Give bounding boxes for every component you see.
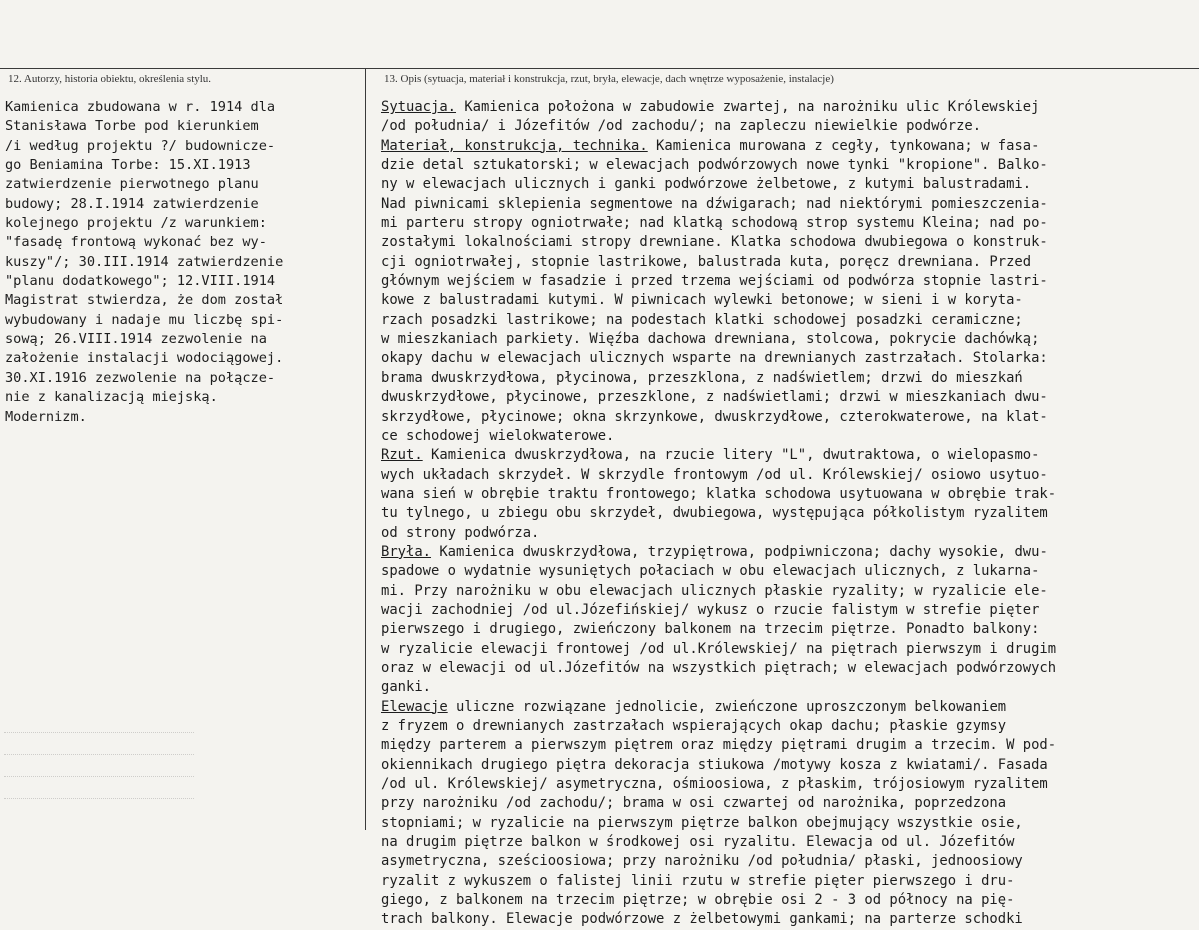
line-text: ryzalit z wykuszem o falistej linii rzutu w strefie pięter pierwszego i dru-: [381, 872, 1015, 889]
text-line: [381, 408, 1199, 427]
text-line: Modernizm.: [5, 408, 87, 425]
text-line: [381, 214, 1199, 233]
text-line: [381, 640, 1199, 659]
section-label: Rzut.: [381, 447, 423, 464]
line-text: pierwszego i drugiego, zwieńczony balkonem na trzecim piętrze. Ponadto balkony:: [381, 621, 1040, 638]
column-divider: [365, 68, 366, 830]
text-line: [381, 504, 1199, 523]
line-text: od strony podwórza.: [381, 524, 540, 541]
line-text: kowe z balustradami kutymi. W piwnicach wylewki betonowe; w sieni i w koryta-: [381, 292, 1023, 309]
line-text: wana sień w obrębie traktu frontowego; klatka schodowa usytuowana w obrębie trak-: [381, 485, 1057, 502]
line-text: dwuskrzydłowe, płycinowe, przeszklone, z nadświetlami; drzwi w mieszkaniach dwu-: [381, 389, 1048, 406]
text-line: [381, 756, 1199, 775]
text-line: [381, 137, 1199, 156]
text-line: [381, 620, 1199, 639]
text-line: [381, 253, 1199, 272]
line-text: w mieszkaniach parkiety. Więźba dachowa drewniana, stolcowa, pokrycie dachówką;: [381, 331, 1040, 348]
text-line: [381, 910, 1199, 929]
section-label: Bryła.: [381, 543, 432, 560]
text-line: kuszy"/; 30.III.1914 zatwierdzenie: [5, 253, 284, 270]
line-text: uliczne rozwiązane jednolicie, zwieńczone uproszczonym belkowaniem: [447, 698, 1007, 715]
line-text: dzie detal sztukatorski; w elewacjach podwórzowych nowe tynki "kropione". Balko-: [381, 157, 1048, 174]
line-text: Kamienica położona w zabudowie zwartej, na narożniku ulic Królewskiej: [456, 99, 1040, 115]
section-label: Materiał, konstrukcja, technika.: [381, 137, 648, 154]
line-text: między parterem a pierwszym piętrem oraz między piętrami drugim a trzecim. W pod-: [381, 737, 1057, 754]
text-line: [381, 562, 1199, 581]
section-12-header: 12. Autorzy, historia obiektu, określenia stylu.: [8, 73, 212, 85]
text-line: [381, 775, 1199, 794]
line-text: ny w elewacjach ulicznych i ganki podwórzowe żelbetowe, z kutymi balustradami.: [381, 176, 1032, 193]
line-text: ganki.: [381, 679, 432, 696]
text-line: [381, 330, 1199, 349]
text-line: [381, 659, 1199, 678]
line-text: głównym wejściem w fasadzie i przed trzema wejściami od podwórza stopnie lastri-: [381, 273, 1048, 290]
text-line: [381, 852, 1199, 871]
line-text: z fryzem o drewnianych zastrzałach wspierających okap dachu; płaskie gzymsy: [381, 718, 1007, 734]
line-text: wych układach skrzydeł. W skrzydle frontowym /od ul. Królewskiej/ osiowo usytuo-: [381, 466, 1048, 483]
line-text: na drugim piętrze balkon w środkowej osi ryzalitu. Elewacja od ul. Józefitów: [381, 834, 1015, 851]
section-label: Sytuacja.: [381, 99, 457, 115]
text-line: sową; 26.VIII.1914 zezwolenie na: [5, 331, 267, 348]
line-text: /od południa/ i Józefitów /od zachodu/; na zapleczu niewielkie podwórze.: [381, 118, 982, 135]
text-line: "planu dodatkowego"; 12.VIII.1914: [5, 273, 276, 290]
text-line: [381, 717, 1199, 736]
text-line: [381, 349, 1199, 368]
text-line: [381, 446, 1199, 465]
text-line: budowy; 28.I.1914 zatwierdzenie: [5, 195, 259, 212]
text-line: [381, 272, 1199, 291]
line-text: ce schodowej wielokwaterowe.: [381, 427, 615, 444]
text-line: [381, 485, 1199, 504]
text-line: [381, 543, 1199, 562]
text-line: założenie instalacji wodociągowej.: [5, 350, 284, 367]
line-text: trach balkony. Elewacje podwórzowe z żelbetowymi gankami; na parterze schodki: [381, 911, 1023, 928]
text-line: [381, 427, 1199, 446]
text-line: [381, 233, 1199, 252]
faded-bleed-through: [4, 732, 194, 814]
text-line: [381, 369, 1199, 388]
line-text: rzach posadzki lastrikowe; na podestach klatki schodowej posadzki ceramiczne;: [381, 311, 1023, 328]
text-line: nie z kanalizacją miejską.: [5, 389, 218, 406]
text-line: wybudowany i nadaje mu liczbę spi-: [5, 311, 284, 328]
line-text: skrzydłowe, płycinowe; okna skrzynkowe, dwuskrzydłowe, czterokwaterowe, na klat-: [381, 408, 1048, 425]
line-text: Nad piwnicami sklepienia segmentowe na dźwigarach; nad niektórymi pomieszczenia-: [381, 195, 1048, 212]
text-line: [381, 601, 1199, 620]
line-text: stopniami; w ryzalicie na pierwszym piętrze balkon obejmujący wszystkie osie,: [381, 814, 1023, 831]
line-text: oraz w elewacji od ul.Józefitów na wszystkich piętrach; w elewacjach podwórzowych: [381, 659, 1057, 676]
line-text: przy narożniku /od zachodu/; brama w osi czwartej od narożnika, poprzedzona: [381, 795, 1007, 812]
text-line: [381, 466, 1199, 485]
top-rule: [0, 68, 1199, 69]
section-13-header: 13. Opis (sytuacja, materiał i konstrukcja, rzut, bryła, elewacje, dach wnętrze wyposażenie, instalacje): [384, 73, 834, 85]
line-text: mi. Przy narożniku w obu elewacjach ulicznych płaskie ryzality; w ryzalicie ele-: [381, 582, 1048, 599]
text-line: [381, 388, 1199, 407]
text-line: [381, 582, 1199, 601]
section-label: Elewacje: [381, 698, 448, 715]
text-line: [381, 195, 1199, 214]
text-line: /i według projektu ?/ budowniczе-: [5, 137, 276, 154]
text-line: Stanisława Torbe pod kierunkiem: [5, 118, 259, 135]
line-text: Kamienica dwuskrzydłowa, trzypiętrowa, podpiwniczona; dachy wysokie, dwu-: [431, 543, 1048, 560]
line-text: Kamienica dwuskrzydłowa, na rzucie litery "L", dwutraktowa, o wielopasmo-: [422, 447, 1040, 464]
text-line: [381, 117, 1199, 136]
line-text: okapy dachu w elewacjach ulicznych wsparte na drewnianych zastrzałach. Stolarka:: [381, 350, 1048, 367]
text-line: [381, 156, 1199, 175]
description-text: [381, 98, 1199, 930]
text-line: [381, 872, 1199, 891]
line-text: cji ogniotrwałej, stopnie lastrikowe, balustrada kuta, poręcz drewniana. Przed: [381, 253, 1032, 270]
text-line: [381, 291, 1199, 310]
text-line: kolejnego projektu /z warunkiem:: [5, 215, 267, 232]
line-text: brama dwuskrzydłowa, płycinowa, przeszklona, z nadświetlem; drzwi do mieszkań: [381, 369, 1023, 386]
text-line: [381, 833, 1199, 852]
text-line: [381, 794, 1199, 813]
text-line: [381, 736, 1199, 755]
line-text: spadowe o wydatnie wysuniętych połaciach w obu elewacjach ulicznych, z lukarna-: [381, 563, 1040, 580]
line-text: okiennikach drugiego piętra dekoracja stiukowa /motywy kosza z kwiatami/. Fasada: [381, 756, 1048, 773]
line-text: w ryzalicie elewacji frontowej /od ul.Królewskiej/ na piętrach pierwszym i drugim: [381, 640, 1057, 657]
text-line: [381, 698, 1199, 717]
line-text: asymetryczna, sześcioosiowa; przy narożniku /od południa/ płaski, jednoosiowy: [381, 853, 1023, 870]
line-text: giego, z balkonem na trzecim piętrze; w obrębie osi 2 - 3 od północy na pię-: [381, 892, 1015, 909]
line-text: tu tylnego, u zbiegu obu skrzydeł, dwubiegowa, występująca półkolistym ryzalitem: [381, 505, 1048, 522]
line-text: mi parteru stropy ogniotrwałe; nad klatką schodową strop systemu Kleina; nad po-: [381, 215, 1048, 232]
text-line: 30.XI.1916 zezwolenie na połącze-: [5, 369, 276, 386]
text-line: "fasadę frontową wykonać bez wy-: [5, 234, 267, 251]
line-text: zostałymi lokalnościami stropy drewniane. Klatka schodowa dwubiegowa o konstruk-: [381, 234, 1048, 251]
text-line: [381, 175, 1199, 194]
text-line: Magistrat stwierdza, że dom został: [5, 292, 284, 309]
text-line: go Beniamina Torbe: 15.XI.1913: [5, 157, 251, 174]
text-line: [381, 891, 1199, 910]
line-text: /od ul. Królewskiej/ asymetryczna, ośmioosiowa, z płaskim, trójosiowym ryzalitem: [381, 776, 1048, 793]
text-line: [381, 814, 1199, 833]
text-line: [381, 311, 1199, 330]
text-line: [381, 98, 1199, 117]
line-text: wacji zachodniej /od ul.Józefińskiej/ wykusz o rzucie falistym w strefie pięter: [381, 601, 1040, 618]
line-text: Kamienica murowana z cegły, tynkowana; w fasa-: [647, 137, 1040, 154]
text-line: [381, 524, 1199, 543]
text-line: [381, 678, 1199, 697]
text-line: Kamienica zbudowana w r. 1914 dla: [5, 99, 276, 115]
history-text: [5, 98, 363, 427]
text-line: zatwierdzenie pierwotnego planu: [5, 176, 259, 193]
